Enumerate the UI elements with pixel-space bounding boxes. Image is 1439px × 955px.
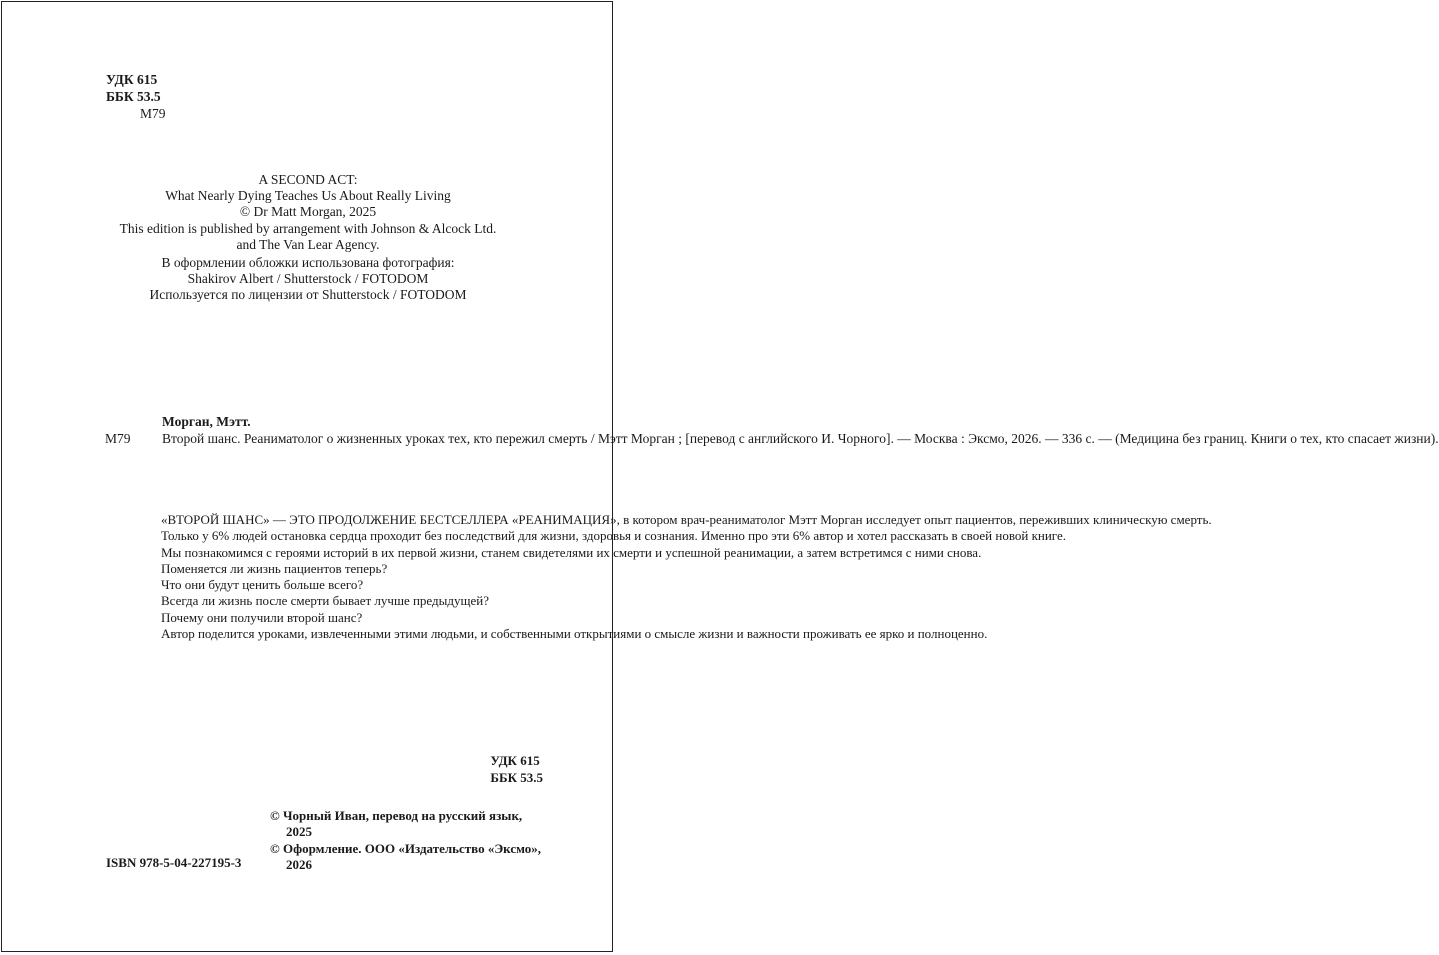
bib-code: М79 [105, 430, 131, 446]
edition-note-cont: and The Van Lear Agency. [236, 236, 380, 252]
udk-code: УДК 615 [490, 753, 540, 768]
translation-copyright: © Чорный Иван, перевод на русский язык, [270, 808, 523, 823]
cover-credit-line: Используется по лицензии от Shutterstock / FOTODOM [149, 287, 467, 303]
bbk-code: ББК 53.5 [106, 89, 161, 104]
annotation-paragraph: Автор поделится уроками, извлеченными этими людьми, и собственными открытиями о смысле жизни и важности проживать ее ярко и полноценно. [161, 626, 988, 642]
author-mark: М79 [140, 106, 166, 121]
annotation-paragraph: Только у 6% людей остановка сердца проходит без последствий для жизни, здоровья и сознания. Именно про эти 6% автор и хотел рассказать в своей новой книге. [161, 528, 1066, 544]
annotation-question: Почему они получили второй шанс? [161, 609, 363, 625]
annotation [141, 512, 1212, 642]
udk-code: УДК 615 [106, 72, 158, 87]
annotation-question: Поменяется ли жизнь пациентов теперь? [161, 560, 388, 576]
translation-copyright-year: 2025 [286, 824, 312, 840]
bibliographic-record [105, 414, 1439, 447]
design-copyright: © Оформление. ООО «Издательство «Эксмо», [270, 840, 542, 856]
original-subtitle: What Nearly Dying Teaches Us About Really Living [165, 188, 451, 204]
classification-codes-top [106, 71, 166, 122]
annotation-question: Всегда ли жизнь после смерти бывает лучше предыдущей? [161, 593, 490, 609]
copyright-block [270, 808, 545, 873]
cover-credit-line: Shakirov Albert / Shutterstock / FOTODOM [187, 271, 429, 287]
annotation-paragraph: Мы познакомимся с героями историй в их первой жизни, станем свидетелями их смерти и успешной реанимации, а затем встретимся с ними снова. [161, 544, 982, 560]
annotation-paragraph: «ВТОРОЙ ШАНС» — ЭТО ПРОДОЛЖЕНИЕ БЕСТСЕЛЛЕРА «РЕАНИМАЦИЯ», в котором врач-реаниматолог Мэтт Морган исследует опыт пациентов, переживших клиническую смерть. [161, 512, 1212, 527]
classification-codes-bottom [490, 752, 543, 786]
bib-description: Второй шанс. Реаниматолог о жизненных уроках тех, кто пережил смерть / Мэтт Морган ; [перевод с английского И. Чорного]. — Москва : Эксмо, 2026. — 336 с. — (Медицина без границ. Книги о тех, кто спасает жизни). [162, 430, 1439, 446]
cover-credits [0, 255, 616, 304]
bbk-code: ББК 53.5 [490, 770, 543, 785]
annotation-question: Что они будут ценить больше всего? [161, 577, 364, 593]
cover-credit-line: В оформлении обложки использована фотография: [161, 255, 455, 270]
design-copyright-year: 2026 [286, 856, 312, 872]
edition-note: This edition is published by arrangement with Johnson & Alcock Ltd. [119, 220, 497, 236]
bib-author: Морган, Мэтт. [162, 414, 251, 429]
original-edition-info [0, 172, 616, 253]
original-title: A SECOND ACT: [258, 172, 358, 187]
original-copyright: © Dr Matt Morgan, 2025 [239, 204, 377, 220]
isbn: ISBN 978-5-04-227195-3 [106, 855, 242, 870]
